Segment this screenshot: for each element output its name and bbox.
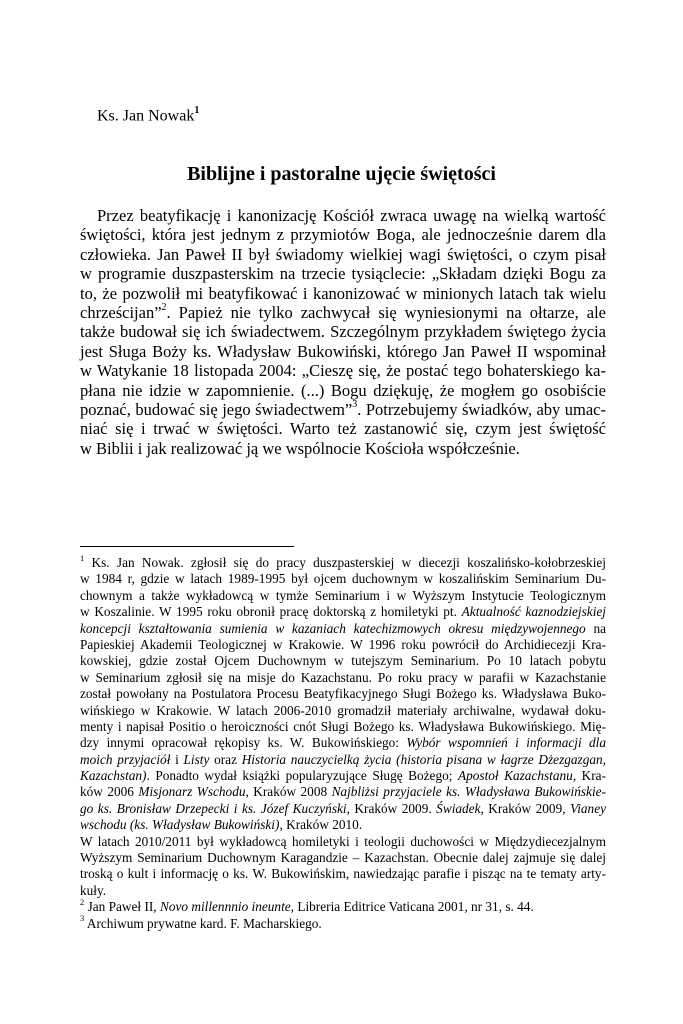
text-segment: w programie duszpasterskim na trzecie tysiąclecie: „Składam dzięki Bogu za: [80, 264, 606, 284]
text-segment: to, że pozwolił mi beatyfikować i kanonizować w minionych latach tak wielu: [80, 283, 606, 303]
footnote-line: [80, 621, 606, 637]
text-segment: Libreria Editrice Vaticana 2001, nr 31, s. 44.: [294, 899, 534, 915]
italic-text: Wybór wspomnień i informacji dla: [406, 735, 607, 751]
text-segment: Ks. Jan Nowak. zgłosił się do pracy duszpasterskiej w diecezji koszalińsko-kołobrzeskiej: [84, 555, 606, 570]
italic-text: moich przyjaciół: [80, 751, 171, 767]
footnote-line: [80, 670, 606, 686]
text-segment: i: [170, 751, 184, 767]
italic-text: Vianey: [570, 800, 606, 816]
footnote-line: [80, 883, 606, 899]
main-paragraph: [80, 206, 606, 458]
footnote-line: [80, 752, 606, 768]
italic-text: Świadek,: [436, 800, 484, 816]
text-segment: W latach 2010/2011 był wykładowcą homiletyki i teologii duchowości w Międzydiecezjalnym: [80, 833, 606, 849]
text-segment: człowieka. Jan Paweł II był świadomy wielkiej wagi świętości, o czym pisał: [80, 244, 606, 264]
text-segment: Wyższym Seminarium Duchownym Karagandzie – Kazachstan. Obecnie dalej zajmuje się dalej: [80, 850, 606, 866]
text-segment: , Kraków 2008: [245, 784, 332, 800]
body-line: [80, 381, 606, 400]
text-segment: świętości, która jest jednym z przymiotów Boga, ale jednocześnie darem dla: [80, 225, 606, 245]
text-segment: kowskiej, gdzie został Ojcem Duchownym w tutejszym Seminarium. Po 10 latach pobytu: [80, 653, 606, 669]
footnote-line: [80, 896, 606, 915]
footnote-line: [80, 637, 606, 653]
footnote-mark: 3: [352, 399, 358, 411]
text-segment: w Watykanie 18 listopada 2004: „Cieszę się, że postać tego bohaterskiego ka-: [80, 361, 606, 381]
text-segment: niać się i trwać w świętości. Warto też zastanowić się, czym jest świętość: [80, 419, 606, 439]
text-segment: troską o kult i informację o ks. W. Bukowińskim, nawiedzając parafie i pisząc na te tematy arty-: [80, 866, 606, 882]
text-segment: , Kraków 2009.: [346, 800, 437, 816]
text-segment: chrześcijan”: [80, 302, 162, 322]
body-line: [80, 400, 606, 419]
text-segment: kuły.: [80, 882, 107, 898]
author-footnote-mark: 1: [194, 105, 200, 116]
text-segment: Kraków 2009,: [483, 800, 571, 816]
footnote-mark: 2: [80, 896, 85, 907]
author-line: [97, 106, 199, 125]
footnote-line: [80, 913, 606, 932]
text-segment: , Kraków 2010.: [279, 817, 363, 833]
text-segment: . Papież nie tylko zachwycał się wyniesionymi na ołtarze, ale: [166, 302, 606, 322]
footnote-line: [80, 735, 606, 751]
italic-text: Historia nauczycielką życia (historia pisana w łagrze Dżezgazgan,: [241, 751, 606, 767]
text-segment: płana nie idzie w zapomnienie. (...) Bogu dziękuję, że mogłem go osobiście: [80, 380, 606, 400]
article-title: Biblijne i pastoralne ujęcie świętości: [187, 163, 496, 185]
text-segment: Jan Paweł II,: [84, 899, 160, 915]
text-segment: poznać, budować się jego świadectwem”: [80, 399, 353, 419]
footnote-line: [80, 552, 606, 571]
footnote-line: [80, 604, 606, 620]
body-line: [80, 225, 606, 244]
text-segment: . Ponadto wydał książki popularyzujące Sługę Bożego;: [146, 768, 458, 784]
body-line: [80, 439, 606, 458]
footnote-line: [80, 817, 606, 833]
text-segment: ków 2006: [80, 784, 139, 800]
body-line: [80, 342, 606, 361]
footnote-mark: 3: [80, 913, 85, 924]
footnote-mark: 1: [80, 552, 85, 563]
body-line: [80, 264, 606, 283]
text-segment: Przez beatyfikację i kanonizację Kościół zwraca uwagę na wielką wartość: [97, 206, 606, 225]
body-line: [80, 361, 606, 380]
body-line: [80, 303, 606, 322]
footnote-line: [80, 703, 606, 719]
italic-text: wschodu (ks. Władysław Bukowiński): [80, 817, 280, 833]
body-line: [80, 322, 606, 341]
text-segment: Kra-: [576, 768, 607, 784]
footnote-line: [80, 653, 606, 669]
text-segment: został powołany na Postulatora Procesu Beatyfikacyjnego Sługi Bożego ks. Władysława Buko-: [80, 686, 606, 702]
body-line: [80, 419, 606, 438]
italic-text: Listy: [183, 751, 210, 767]
text-segment: oraz: [209, 751, 242, 767]
text-segment: jest Sługa Boży ks. Władysław Bukowiński, którego Jan Paweł II wspominał: [80, 341, 606, 361]
text-segment: Papieskiej Akademii Teologicznej w Krakowie. W 1996 roku powrócił do Archidiecezji Kra-: [80, 636, 606, 652]
italic-text: Kazachstan): [80, 768, 147, 784]
text-segment: chownym a także wykładowcą w tymże Seminarium i w Wyższym Instytucie Teologicznym: [80, 587, 606, 603]
text-segment: w Seminarium zgłosił się na misje do Kazachstanu. Po roku pracy w parafii w Kazachstanie: [80, 669, 606, 685]
footnote-line: [80, 588, 606, 604]
text-segment: Archiwum prywatne kard. F. Macharskiego.: [84, 915, 322, 931]
italic-text: Aktualność kaznodziejskiej: [461, 604, 606, 620]
text-segment: także budował się ich świadectwem. Szczególnym przykładem świętego życia: [80, 322, 606, 342]
footnote-line: [80, 686, 606, 702]
footnote-line: [80, 834, 606, 850]
footnotes: [80, 552, 607, 932]
footnote-line: [80, 768, 606, 784]
footnote-line: [80, 784, 606, 800]
body-line: [80, 206, 606, 225]
footnote-line: [80, 866, 606, 882]
footnote-separator: [80, 546, 294, 547]
footnote-line: [80, 719, 606, 735]
text-segment: w 1984 r, gdzie w latach 1989-1995 był ojcem duchownym w koszalińskim Seminarium Du-: [80, 571, 606, 587]
footnote-line: [80, 571, 606, 587]
text-segment: menty i napisał Positio o heroiczności cnót Sługi Bożego ks. Władysława Bukowińskiego. Mię-: [80, 718, 606, 734]
text-segment: . Potrzebujemy świadków, aby umac-: [357, 399, 606, 419]
text-segment: dzy innymi opracował rękopisy ks. W. Bukowińskiego:: [80, 735, 407, 751]
text-segment: w Koszalinie. W 1995 roku obronił pracę doktorską z homiletyki pt.: [80, 604, 462, 620]
body-line: [80, 245, 606, 264]
italic-text: Novo millennnio ineunte,: [159, 899, 295, 915]
text-segment: wińskiego w Krakowie. W latach 2006-2010 gromadził materiały archiwalne, wydawał doku-: [80, 702, 606, 718]
footnote-line: [80, 801, 606, 817]
footnote-line: [80, 850, 606, 866]
italic-text: Misjonarz Wschodu: [138, 784, 246, 800]
author-name: Ks. Jan Nowak: [97, 107, 195, 125]
italic-text: go ks. Bronisław Drzepecki i ks. Józef Kuczyński: [80, 800, 347, 816]
text-segment: w Biblii i jak realizować ją we wspólnocie Kościoła współcześnie.: [80, 438, 520, 458]
italic-text: koncepcji kształtowania sumienia w kazaniach katechizmowych okresu międzywojennego: [80, 620, 586, 636]
footnote-mark: 2: [161, 302, 167, 314]
text-segment: na: [585, 620, 606, 636]
body-line: [80, 284, 606, 303]
italic-text: Apostoł Kazachstanu,: [457, 768, 577, 784]
italic-text: Najbliżsi przyjaciele ks. Władysława Bukowińskie-: [331, 784, 606, 800]
